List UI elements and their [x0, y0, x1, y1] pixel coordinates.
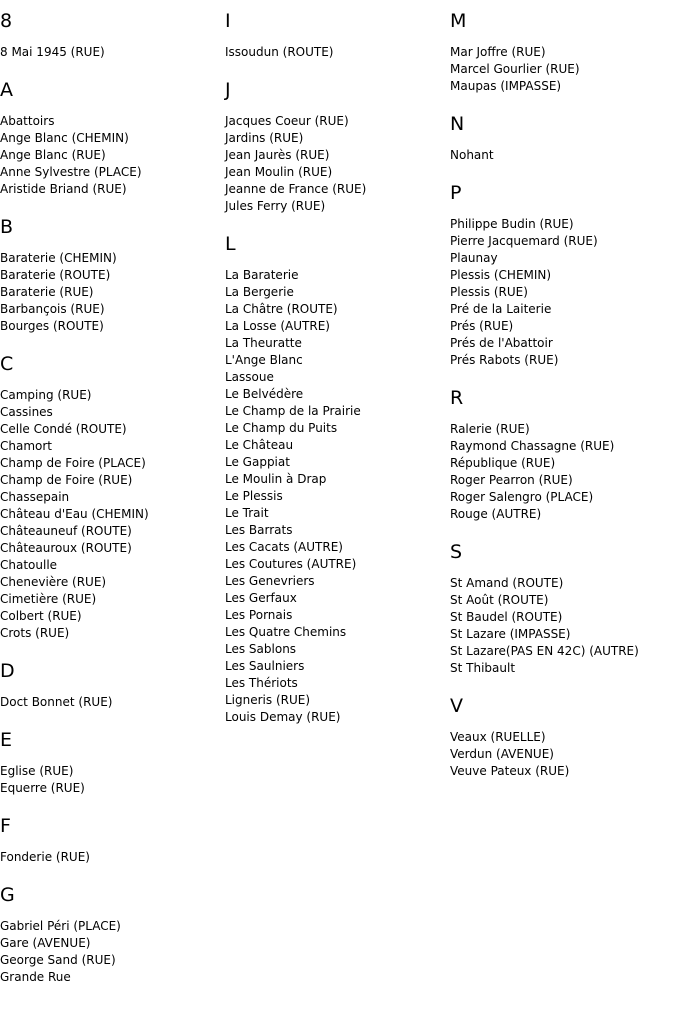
- street-item: St Thibault: [450, 661, 516, 675]
- street-item: Bourges (ROUTE): [0, 319, 104, 333]
- street-list: [0, 849, 220, 866]
- street-item: Ange Blanc (CHEMIN): [0, 131, 129, 145]
- street-item: Issoudun (ROUTE): [225, 45, 334, 59]
- index-column-3: [450, 10, 670, 798]
- street-item: Gare (AVENUE): [0, 936, 91, 950]
- street-item: La Losse (AUTRE): [225, 319, 330, 333]
- letter-group: [0, 884, 220, 986]
- street-item: Jean Moulin (RUE): [225, 165, 333, 179]
- street-list: [450, 575, 670, 677]
- street-item: Champ de Foire (RUE): [0, 473, 133, 487]
- letter-group: [0, 660, 220, 711]
- letter-heading: G: [0, 884, 15, 906]
- street-item: Roger Salengro (PLACE): [450, 490, 594, 504]
- street-item: Jules Ferry (RUE): [225, 199, 326, 213]
- street-list: [450, 421, 670, 523]
- street-item: Pierre Jacquemard (RUE): [450, 234, 598, 248]
- street-item: St Août (ROUTE): [450, 593, 549, 607]
- street-list: [450, 147, 670, 164]
- letter-group: [450, 182, 670, 369]
- street-item: Les Genevriers: [225, 574, 315, 588]
- street-item: La Châtre (ROUTE): [225, 302, 338, 316]
- street-item: Grande Rue: [0, 970, 71, 984]
- street-item: Le Champ du Puits: [225, 421, 338, 435]
- street-item: Doct Bonnet (RUE): [0, 695, 113, 709]
- street-item: Louis Demay (RUE): [225, 710, 341, 724]
- street-list: [0, 918, 220, 986]
- street-item: Les Coutures (AUTRE): [225, 557, 357, 571]
- letter-heading: L: [225, 233, 236, 255]
- street-list: [0, 763, 220, 797]
- street-item: Verdun (AVENUE): [450, 747, 554, 761]
- street-item: Les Gerfaux: [225, 591, 297, 605]
- street-item: Chassepain: [0, 490, 70, 504]
- street-item: Chatoulle: [0, 558, 58, 572]
- street-item: Nohant: [450, 148, 494, 162]
- street-item: Les Barrats: [225, 523, 293, 537]
- street-item: George Sand (RUE): [0, 953, 116, 967]
- street-item: Ligneris (RUE): [225, 693, 311, 707]
- street-item: Baraterie (CHEMIN): [0, 251, 117, 265]
- letter-group: [0, 353, 220, 642]
- letter-group: [450, 10, 670, 95]
- letter-heading: 8: [0, 10, 13, 32]
- letter-group: [225, 233, 445, 726]
- street-item: L'Ange Blanc: [225, 353, 303, 367]
- street-item: Anne Sylvestre (PLACE): [0, 165, 142, 179]
- letter-heading: A: [0, 79, 13, 101]
- street-item: Ralerie (RUE): [450, 422, 530, 436]
- street-item: Les Sablons: [225, 642, 297, 656]
- street-item: Pré de la Laiterie: [450, 302, 552, 316]
- street-item: Plaunay: [450, 251, 498, 265]
- index-column-2: [225, 10, 445, 744]
- street-item: Plessis (CHEMIN): [450, 268, 552, 282]
- street-item: Philippe Budin (RUE): [450, 217, 574, 231]
- letter-group: [0, 216, 220, 335]
- letter-group: [450, 695, 670, 780]
- street-list: [0, 387, 220, 642]
- street-item: Le Trait: [225, 506, 269, 520]
- street-item: St Lazare(PAS EN 42C) (AUTRE): [450, 644, 639, 658]
- street-item: Les Cacats (AUTRE): [225, 540, 343, 554]
- street-list: [450, 216, 670, 369]
- street-list: [0, 44, 220, 61]
- street-item: Châteauroux (ROUTE): [0, 541, 132, 555]
- index-column-1: [0, 10, 220, 1004]
- street-item: Champ de Foire (PLACE): [0, 456, 146, 470]
- street-list: [450, 44, 670, 95]
- street-item: Aristide Briand (RUE): [0, 182, 127, 196]
- street-item: Maupas (IMPASSE): [450, 79, 562, 93]
- street-item: Jardins (RUE): [225, 131, 304, 145]
- street-item: Lassoue: [225, 370, 274, 384]
- street-item: Veaux (RUELLE): [450, 730, 546, 744]
- street-item: St Baudel (ROUTE): [450, 610, 563, 624]
- letter-heading: V: [450, 695, 463, 717]
- letter-heading: C: [0, 353, 14, 375]
- street-item: Barbançois (RUE): [0, 302, 105, 316]
- letter-heading: P: [450, 182, 462, 204]
- street-item: Marcel Gourlier (RUE): [450, 62, 580, 76]
- street-item: Les Quatre Chemins: [225, 625, 347, 639]
- letter-heading: D: [0, 660, 15, 682]
- street-item: Châteauneuf (ROUTE): [0, 524, 132, 538]
- street-item: St Amand (ROUTE): [450, 576, 564, 590]
- street-item: Baraterie (ROUTE): [0, 268, 111, 282]
- street-list: [0, 113, 220, 198]
- letter-heading: R: [450, 387, 464, 409]
- letter-group: [0, 10, 220, 61]
- street-item: Les Saulniers: [225, 659, 305, 673]
- street-list: [450, 729, 670, 780]
- street-item: 8 Mai 1945 (RUE): [0, 45, 105, 59]
- street-list: [0, 250, 220, 335]
- street-item: Plessis (RUE): [450, 285, 528, 299]
- street-list: [225, 44, 445, 61]
- street-item: Eglise (RUE): [0, 764, 74, 778]
- street-item: St Lazare (IMPASSE): [450, 627, 571, 641]
- street-item: Le Moulin à Drap: [225, 472, 327, 486]
- street-item: Jeanne de France (RUE): [225, 182, 367, 196]
- street-item: Cimetière (RUE): [0, 592, 97, 606]
- letter-group: [0, 79, 220, 198]
- street-item: Veuve Pateux (RUE): [450, 764, 570, 778]
- street-item: Jacques Coeur (RUE): [225, 114, 349, 128]
- street-item: Le Belvédère: [225, 387, 304, 401]
- street-item: La Baraterie: [225, 268, 299, 282]
- letter-heading: S: [450, 541, 463, 563]
- street-item: République (RUE): [450, 456, 556, 470]
- street-item: Gabriel Péri (PLACE): [0, 919, 121, 933]
- street-item: Baraterie (RUE): [0, 285, 94, 299]
- letter-heading: J: [225, 79, 231, 101]
- street-item: Raymond Chassagne (RUE): [450, 439, 615, 453]
- letter-heading: F: [0, 815, 11, 837]
- letter-group: [0, 815, 220, 866]
- street-item: Fonderie (RUE): [0, 850, 90, 864]
- letter-heading: I: [225, 10, 231, 32]
- street-item: Jean Jaurès (RUE): [225, 148, 330, 162]
- letter-group: [225, 79, 445, 215]
- letter-heading: M: [450, 10, 467, 32]
- street-item: Les Pornais: [225, 608, 293, 622]
- letter-group: [450, 113, 670, 164]
- street-item: Prés (RUE): [450, 319, 514, 333]
- street-item: Le Gappiat: [225, 455, 290, 469]
- street-item: Le Plessis: [225, 489, 283, 503]
- street-item: La Bergerie: [225, 285, 294, 299]
- letter-heading: E: [0, 729, 13, 751]
- street-item: Crots (RUE): [0, 626, 70, 640]
- letter-group: [0, 729, 220, 797]
- street-item: Le Château: [225, 438, 294, 452]
- street-item: Mar Joffre (RUE): [450, 45, 546, 59]
- letter-heading: B: [0, 216, 14, 238]
- street-item: Chamort: [0, 439, 53, 453]
- letter-group: [450, 541, 670, 677]
- street-item: Château d'Eau (CHEMIN): [0, 507, 149, 521]
- street-item: Ange Blanc (RUE): [0, 148, 106, 162]
- street-item: Camping (RUE): [0, 388, 92, 402]
- street-item: Chenevière (RUE): [0, 575, 107, 589]
- letter-group: [450, 387, 670, 523]
- street-list: [225, 113, 445, 215]
- street-item: Cassines: [0, 405, 53, 419]
- street-item: Le Champ de la Prairie: [225, 404, 361, 418]
- street-item: Celle Condé (ROUTE): [0, 422, 127, 436]
- letter-group: [225, 10, 445, 61]
- street-item: Abattoirs: [0, 114, 55, 128]
- street-list: [225, 267, 445, 726]
- street-item: La Theuratte: [225, 336, 302, 350]
- street-item: Equerre (RUE): [0, 781, 85, 795]
- street-item: Prés de l'Abattoir: [450, 336, 553, 350]
- street-item: Rouge (AUTRE): [450, 507, 542, 521]
- street-item: Les Thériots: [225, 676, 298, 690]
- street-item: Roger Pearron (RUE): [450, 473, 573, 487]
- street-item: Prés Rabots (RUE): [450, 353, 559, 367]
- street-list: [0, 694, 220, 711]
- street-item: Colbert (RUE): [0, 609, 82, 623]
- letter-heading: N: [450, 113, 465, 135]
